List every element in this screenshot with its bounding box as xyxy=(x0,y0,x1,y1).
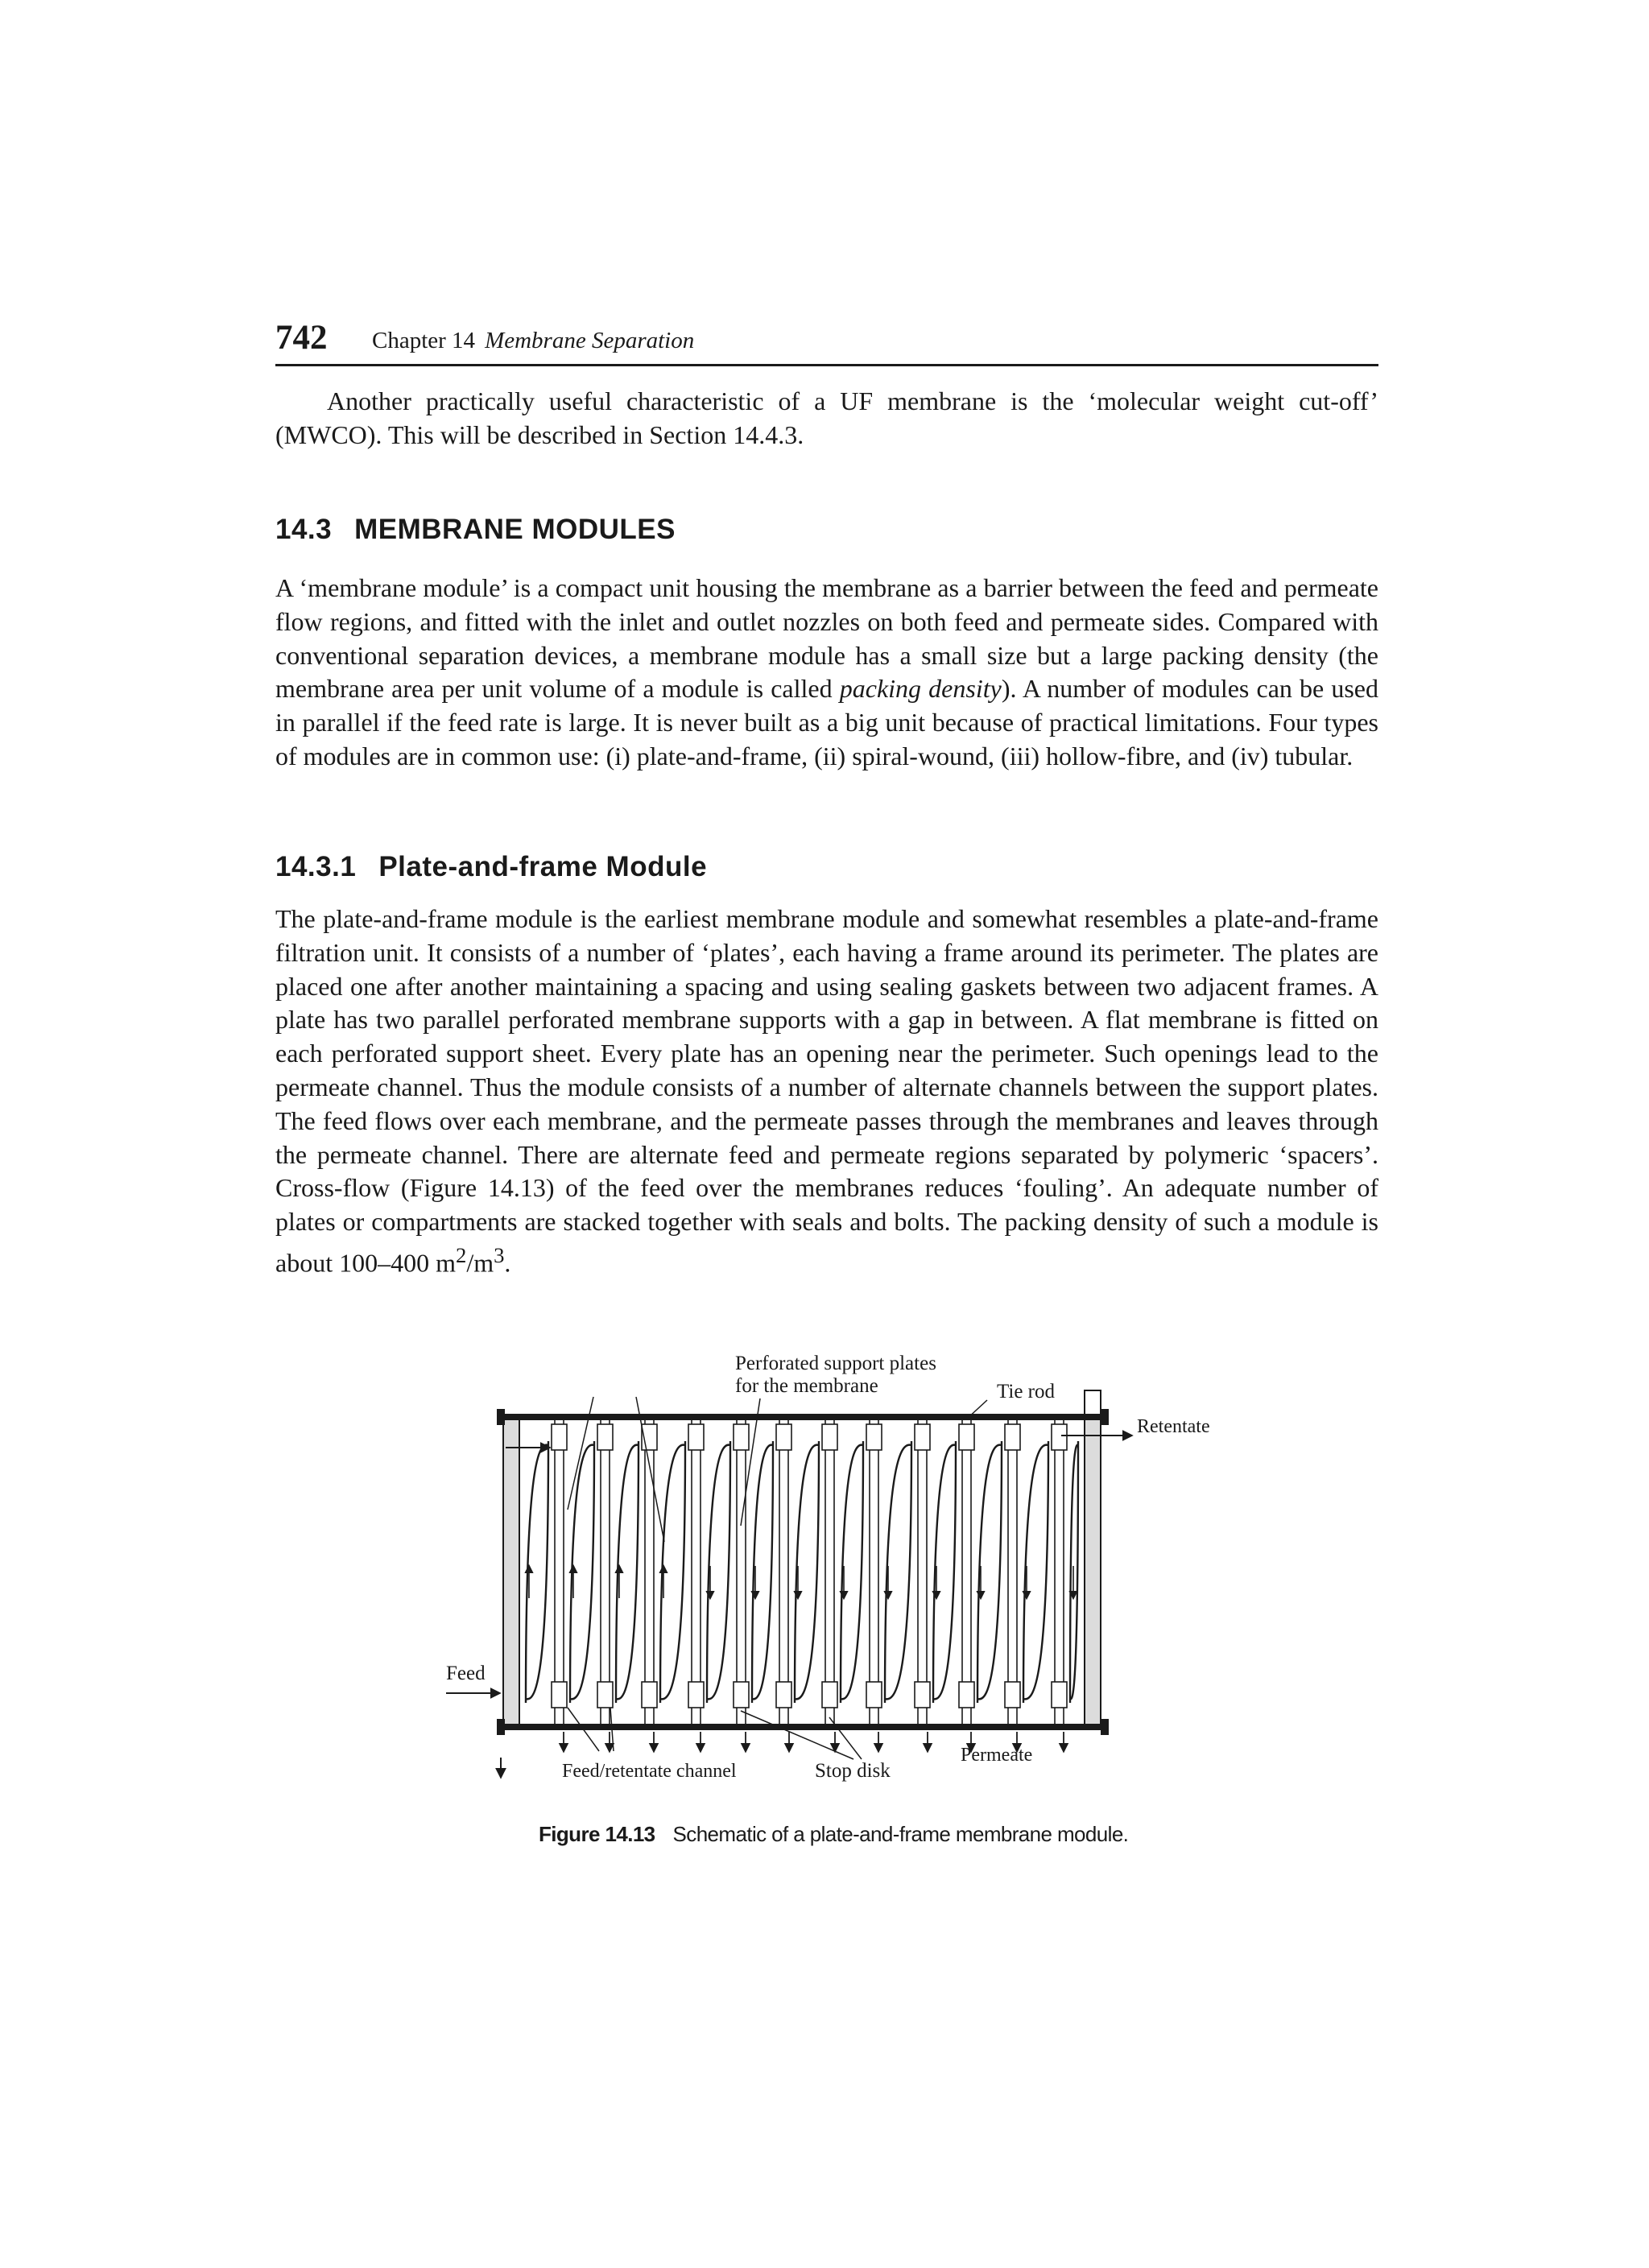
spacer-7-2 xyxy=(822,1682,837,1708)
paragraph-text: The plate-and-frame module is the earliest membrane module and somewhat resembles a plate-and-frame filtration unit. It consists of a number of ‘plates’, each having a frame around its perimeter. The plates are placed one after another maintaining a spacing and using sealing gaskets between two adjacent frames. A plate has two parallel perforated membrane supports with a gap in between. A flat membrane is fitted on each perforated support sheet. Every plate has an opening near the perimeter. Such openings lead to the permeate channel. Thus the module consists of a number of alternate channels between the support plates. The feed flows over each membrane, and the permeate passes through the membranes and leaves through the permeate channel. There are alternate feed and permeate regions separated by polymeric ‘spacers’. Cross-flow (Figure 14.13) of the feed over the membranes reduces ‘fouling’. An adequate number of plates or compartments are stacked together with seals and bolts. The packing density of such a module is about 100–400 m xyxy=(275,904,1378,1278)
tie-rod-nut-1 xyxy=(497,1409,505,1425)
superscript-2: 2 xyxy=(455,1242,467,1267)
spacer-8-2 xyxy=(866,1682,882,1708)
chapter-number: Chapter 14 xyxy=(372,328,476,353)
subsection-title: Plate-and-frame Module xyxy=(378,851,708,882)
spacer-7-1 xyxy=(822,1424,837,1450)
paragraph-text-end: ). A number of modules can be used in parallel if the feed rate is large. It is never built as a big unit because of practical limitations. Four types of modules are in common use: (i) plate-and-frame, (ii) spiral-wound, (iii) hollow-fibre, and (iv) tubular. xyxy=(275,674,1379,770)
spacer-9-1 xyxy=(915,1424,930,1450)
leader-stop-disk-1 xyxy=(741,1711,853,1759)
plate-frame-module-figure xyxy=(403,1332,1288,1799)
label-feed-retentate-channel: Feed/retentate channel xyxy=(562,1761,737,1782)
spacer-5-2 xyxy=(734,1682,749,1708)
plate-frame-paragraph xyxy=(275,903,1378,1280)
caption-text: Schematic of a plate-and-frame membrane module. xyxy=(672,1822,1129,1846)
tie-rod-nut-2 xyxy=(1101,1409,1109,1425)
spacer-12-2 xyxy=(1052,1682,1067,1708)
section-number: 14.3 xyxy=(275,514,333,545)
chapter-title: Membrane Separation xyxy=(485,328,695,353)
spacer-3-2 xyxy=(642,1682,657,1708)
spacer-11-1 xyxy=(1005,1424,1020,1450)
spacer-6-1 xyxy=(776,1424,791,1450)
page-number: 742 xyxy=(275,319,328,357)
label-tie-rod: Tie rod xyxy=(997,1381,1056,1403)
spacer-2-2 xyxy=(597,1682,613,1708)
subsection-number: 14.3.1 xyxy=(275,851,357,882)
leader-stop-disk-2 xyxy=(829,1717,862,1759)
membrane-modules-paragraph xyxy=(275,572,1378,774)
spacer-2-1 xyxy=(597,1424,613,1450)
spacer-12-1 xyxy=(1052,1424,1067,1450)
label-support-plates-1: Perforated support plates xyxy=(735,1353,936,1374)
spacer-10-2 xyxy=(959,1682,974,1708)
label-stop-disk: Stop disk xyxy=(815,1760,891,1782)
spacer-10-1 xyxy=(959,1424,974,1450)
spacer-4-2 xyxy=(688,1682,704,1708)
schematic-diagram xyxy=(403,1332,1288,1799)
spacer-1-1 xyxy=(552,1424,567,1450)
spacer-4-1 xyxy=(688,1424,704,1450)
label-permeate: Permeate xyxy=(961,1745,1033,1766)
end-plate-left xyxy=(503,1417,519,1727)
channel-flow-9 xyxy=(885,1441,911,1703)
tie-rod-nut-4 xyxy=(1101,1719,1109,1735)
spacer-9-2 xyxy=(915,1682,930,1708)
spacer-11-2 xyxy=(1005,1682,1020,1708)
paragraph-text-start: A ‘membrane module’ is a compact unit housing the membrane as a barrier between the feed and permeate flow regions, and fitted with the inlet and outlet nozzles on both feed and permeate sides. Compared with conventional separation devices, a membrane module has a small size but a large packing density (the membrane area per unit volume of a module is called xyxy=(275,573,1378,704)
channel-flow-13 xyxy=(1070,1441,1078,1703)
spacer-5-1 xyxy=(734,1424,749,1450)
superscript-3: 3 xyxy=(494,1242,505,1267)
emphasized-term: packing density xyxy=(839,674,1002,704)
section-title: MEMBRANE MODULES xyxy=(354,514,676,545)
section-heading xyxy=(275,512,676,547)
label-retentate: Retentate xyxy=(1137,1416,1210,1437)
spacer-6-2 xyxy=(776,1682,791,1708)
page-header xyxy=(275,316,1378,366)
end-plate-right xyxy=(1085,1417,1101,1727)
figure-caption xyxy=(539,1821,1128,1847)
figure-number: Figure 14.13 xyxy=(539,1822,655,1846)
running-head xyxy=(372,325,694,356)
spacer-1-2 xyxy=(552,1682,567,1708)
subsection-heading xyxy=(275,849,707,885)
intro-paragraph: Another practically useful characteristic of a UF membrane is the ‘molecular weight cut-off’ (MWCO). This will be described in Section 14.4.3. xyxy=(275,386,1378,449)
unit-text: /m xyxy=(466,1248,494,1278)
label-feed: Feed xyxy=(446,1663,486,1684)
paragraph-end: . xyxy=(504,1248,511,1278)
label-support-plates-2: for the membrane xyxy=(735,1375,878,1397)
tie-rod-nut-3 xyxy=(497,1719,505,1735)
spacer-8-1 xyxy=(866,1424,882,1450)
